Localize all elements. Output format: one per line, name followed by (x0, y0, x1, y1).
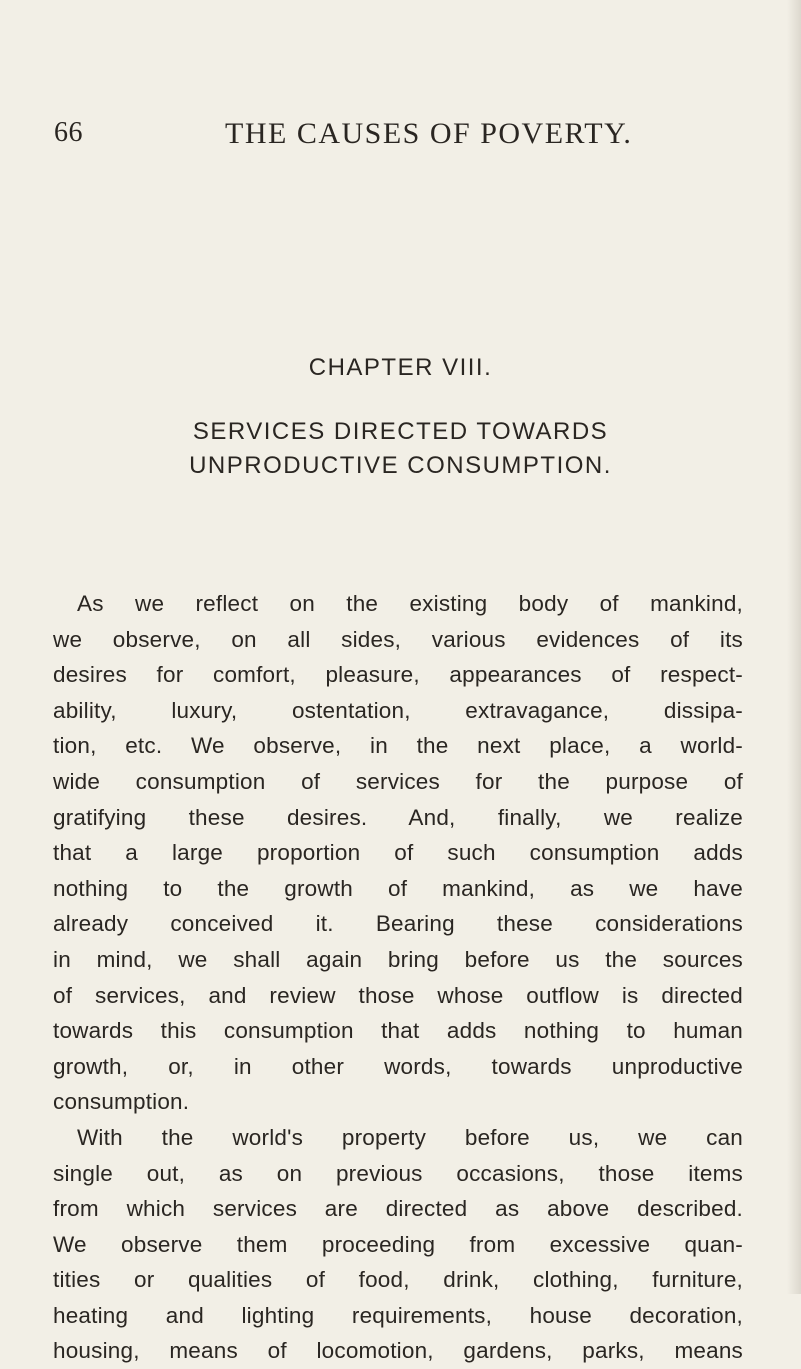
text-line: We observe them proceeding from excessive quan- (53, 1231, 743, 1257)
text-line: desires for comfort, pleasure, appearances of respect- (53, 662, 743, 688)
section-heading-line-1: SERVICES DIRECTED TOWARDS (192, 418, 609, 445)
page-edge-shadow (787, 0, 801, 1294)
body-text (53, 586, 743, 1369)
text-line: already conceived it. Bearing these considerations (53, 911, 743, 937)
text-line: consumption. (53, 1089, 190, 1115)
page-number: 66 (54, 117, 83, 148)
section-heading (0, 415, 801, 483)
text-line: towards this consumption that adds nothing to human (53, 1018, 743, 1044)
text-line: growth, or, in other words, towards unproductive (53, 1053, 743, 1079)
chapter-title: CHAPTER VIII. (308, 354, 493, 381)
section-heading-line-2: UNPRODUCTIVE CONSUMPTION. (189, 452, 612, 479)
text-line: tities or qualities of food, drink, clothing, furniture, (53, 1267, 743, 1293)
text-line: ability, luxury, ostentation, extravagance, dissipa- (53, 697, 743, 723)
text-line: gratifying these desires. And, finally, we realize (53, 804, 743, 830)
text-line: that a large proportion of such consumption adds (53, 840, 743, 866)
text-line: in mind, we shall again bring before us the sources (53, 946, 743, 972)
running-title: THE CAUSES OF POVERTY. (225, 117, 633, 150)
text-line: As we reflect on the existing body of mankind, (77, 591, 743, 616)
text-line: heating and lighting requirements, house decoration, (53, 1302, 743, 1328)
running-header (54, 117, 754, 157)
text-line: tion, etc. We observe, in the next place, a world- (53, 733, 743, 759)
text-line: of services, and review those whose outflow is directed (53, 982, 743, 1008)
text-line: from which services are directed as above described. (53, 1196, 743, 1222)
text-line: we observe, on all sides, various evidences of its (53, 626, 743, 652)
text-line: wide consumption of services for the purpose of (53, 768, 743, 794)
text-line: nothing to the growth of mankind, as we have (53, 875, 743, 901)
text-line: With the world's property before us, we can (77, 1124, 743, 1150)
text-line: housing, means of locomotion, gardens, parks, means (53, 1338, 743, 1364)
text-line: single out, as on previous occasions, those items (53, 1160, 743, 1186)
